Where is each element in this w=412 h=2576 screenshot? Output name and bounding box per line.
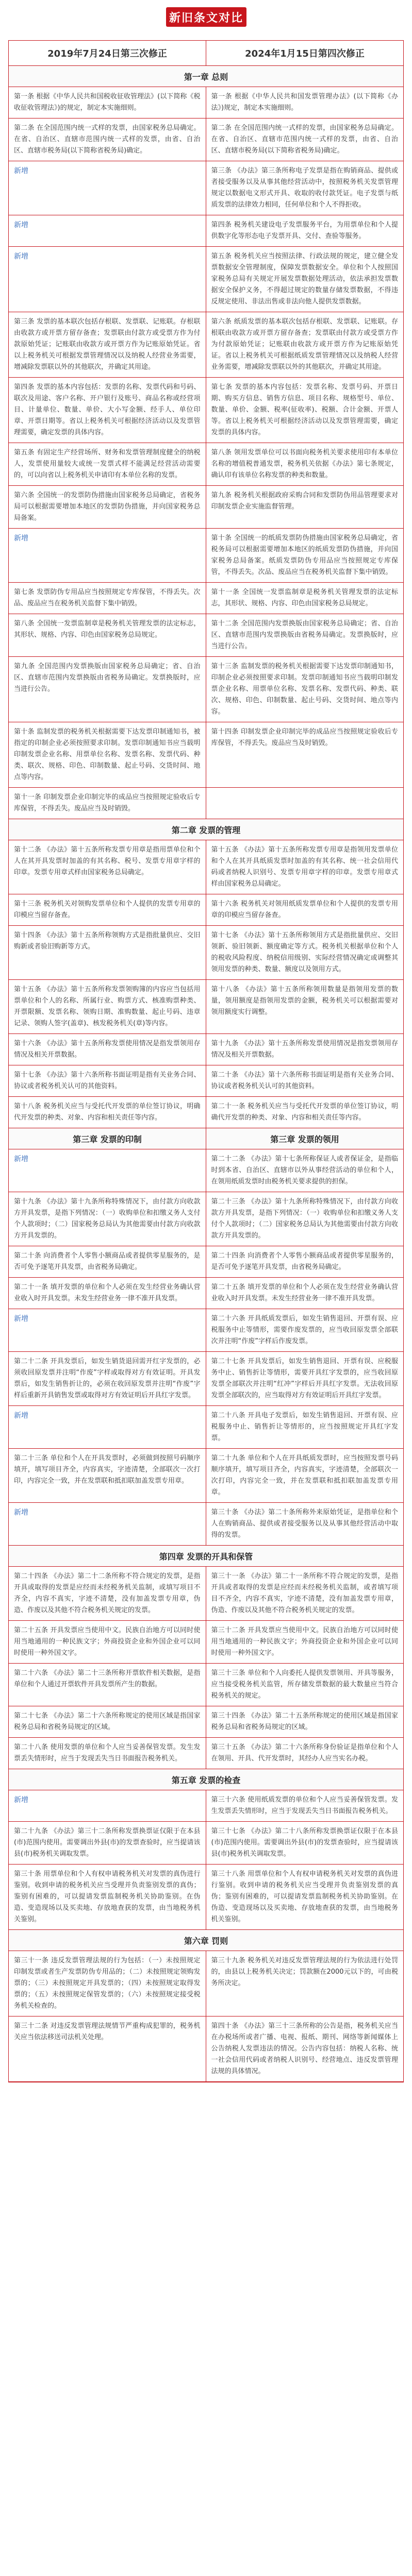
new-provision-cell: 第二十一条 税务机关应当与受托代开发票的单位签订协议，明确代开发票的种类、对象、内容和相关责任等内容。: [211, 1103, 398, 1122]
old-provision-cell: 第二十一条 填开发票的单位和个人必须在发生经营业务确认营业收入时开具发票。未发生经营业务一律不准开具发票。: [9, 1278, 206, 1309]
old-provision-cell: 新增: [9, 215, 206, 246]
column-header-old: 2019年7月24日第三次修正: [9, 41, 206, 65]
column-header-new: 2024年1月15日第四次修正: [245, 48, 365, 59]
old-provision-cell: 第二十七条 《办法》第二十六条所称规定的使用区域是指国家税务总局和省税务局规定的区域。: [9, 1706, 206, 1737]
new-provision-cell: 第三十四条 《办法》第二十五条所称规定的使用区域是指国家税务总局和省税务局规定的区域。: [211, 1712, 398, 1731]
new-provision-cell: [206, 788, 404, 819]
comparison-table: [8, 40, 404, 2082]
table-row: [9, 1790, 403, 1822]
new-provision-cell: 第十八条 《办法》第十五条所称领用数量是指领用发票的数量，领用额度是指领用发票的金额，税务机关可以根据需要对领用额度实行调整。: [211, 986, 398, 1016]
old-provision-cell: 第三十一条 违反发票管理法规的行为包括：（一）未按照规定印制发票或者生产发票防伪专用品的；（二）未按照规定领购发票的；（三）未按照规定开具发票的；（四）未按照规定取得发票的；（五）未按照规定保管发票的；（六）未按照规定接受税务机关检查的。: [9, 1951, 206, 2016]
new-provision-cell: 第三十二条 开具发票应当使用中文。民族自治地方可以同时使用当地通用的一种民族文字；外商投资企业和外国企业可以同时使用一种外国文字。: [211, 1626, 398, 1657]
new-provision-cell: 第二十六条 开具纸质发票后，如发生销售退回、开票有误、应税服务中止等情形，需要作废发票的，应当收回原发票全部联次并注明“作废”字样后作废发票。: [211, 1315, 398, 1345]
table-row: [9, 840, 403, 894]
new-provision-cell: 第四条 税务机关建设电子发票服务平台，为用票单位和个人提供数字化等形态电子发票开具、交付、查验等服务。: [211, 221, 398, 240]
old-provision-cell: 第二十四条 《办法》第二十二条所称不符合规定的发票，是指开具或取得的发票是应经而未经税务机关监制，或填写项目不齐全，内容不真实，字迹不清楚，没有加盖发票专用章，伪造、作废以及其他不符合税务机关规定的发票。: [9, 1567, 206, 1620]
table-row: [9, 161, 403, 215]
new-provision-cell: 第三十八条 用票单位和个人有权申请税务机关对发票的真伪进行鉴别。收到申请的税务机关应当受理并负责鉴别发票的真伪；鉴别有困难的，可以提请发票监制税务机关协助鉴别。在伪造、变造现场以及买卖地、存放地查获的发票，由当地税务机关鉴别。: [211, 1870, 398, 1923]
new-provision-cell: 第三十五条 《办法》第二十六条所称身份验证是指单位和个人在领用、开具、代开发票时，其经办人应当实名办税。: [211, 1743, 398, 1762]
old-provision-cell: 第七条 发票防伪专用品应当按照规定专库保管，不得丢失。次品、废品应当在税务机关监督下集中销毁。: [9, 583, 206, 614]
new-provision-cell: 第十九条 《办法》第十五条所称发票使用情况是指发票领用存情况及相关开票数据。: [211, 1040, 398, 1059]
table-row: [9, 980, 403, 1034]
new-provision-cell: 第六条 纸质发票的基本联次包括存根联、发票联、记账联。存根联由收款方或开票方留存备查；发票联由付款方或受票方作为付款原始凭证；记账联由收款方或开票方作为记账原始凭证。省以上税务机关可根据纸质发票管理情况以及纳税人经营业务需要，增减除发票联以外的其他联次，并确定其用途。: [211, 318, 398, 371]
old-provision-cell: 第十七条 《办法》第十六条所称书面证明是指有关业务合同、协议或者税务机关认可的其他资料。: [9, 1065, 206, 1096]
table-header: [9, 41, 403, 66]
new-provision-cell: 第十七条 《办法》第十五条所称领用方式是指批量供应、交旧领新、验旧领新、额度确定等方式。税务机关根据单位和个人的税收风险程度、纳税信用级别、实际经营情况确定或调整其领用发票的种类、数量、额度以及领用方式。: [211, 931, 398, 973]
new-provision-cell: 第三条 《办法》第三条所称电子发票是指在购销商品、提供或者接受服务以及从事其他经营活动中，按照税务机关发票管理规定以数据电文形式开具、收取的收付款凭证。电子发票与纸质发票的法律效力相同，任何单位和个人不得拒收。: [211, 167, 398, 209]
new-provision-cell: 第十三条 监制发票的税务机关根据需要下达发票印制通知书，印制企业必须按照要求印制。发票印制通知书应当载明印制发票企业名称、用票单位名称、发票名称、发票代码、种类、联次、规格、印色、印制数量、起止号码、交货时间、地点等内容。: [211, 663, 398, 716]
table-row: [9, 657, 403, 722]
table-row: [9, 614, 403, 657]
old-provision-cell: 第三条 发票的基本联次包括存根联、发票联、记账联。存根联由收款方或开票方留存备查；发票联由付款方或受票方作为付款原始凭证；记账联由收款方或开票方作为记账原始凭证。省以上税务机关可根据发票管理情况以及纳税人经营业务需要，增减除发票联以外的其他联次，并确定其用途。: [9, 312, 206, 377]
old-provision-cell: 第三十条 用票单位和个人有权申请税务机关对发票的真伪进行鉴别。收到申请的税务机关应当受理并负责鉴别发票的真伪；鉴别有困难的，可以提请发票监制税务机关协助鉴别。在伪造、变造现场以及买卖地、存放地查获的发票，由当地税务机关鉴别。: [9, 1865, 206, 1929]
table-row: [9, 1278, 403, 1309]
table-row: [9, 118, 403, 161]
old-provision-cell: 第二十五条 开具发票应当使用中文。民族自治地方可以同时使用当地通用的一种民族文字；外商投资企业和外国企业可以同时使用一种外国文字。: [9, 1621, 206, 1663]
new-provision-cell: 第四十条 《办法》第三十三条所称的公告是指，税务机关应当在办税场所或者广播、电视、报纸、期刊、网络等新闻媒体上公告纳税人发票违法的情况。公告内容包括：纳税人名称、统一社会信用代码或者纳税人识别号、经营地点、违反发票管理法规的具体情况。: [211, 2022, 398, 2075]
table-row: [9, 1149, 403, 1192]
old-provision-cell: 第二十六条 《办法》第二十三条所称开票软件相关数据，是指单位和个人通过开票软件开具发票所产生的数据。: [9, 1664, 206, 1706]
new-provision-cell: 第二十二条 《办法》第十七条所称保证人或者保证金，是指临时到本省、自治区、直辖市以外从事经营活动的单位和个人，在领用纸质发票时由税务机关要求提供的担保。: [211, 1155, 398, 1185]
old-provision-cell: 第六条 全国统一的发票防伪措施由国家税务总局确定，省税务局可以根据需要增加本地区的发票防伪措施，并向国家税务总局备案。: [9, 486, 206, 528]
old-provision-cell: 第二十三条 单位和个人在开具发票时，必须做到按照号码顺序填开，填写项目齐全，内容真实，字迹清楚，全部联次一次打印，内容完全一致，并在发票联和抵扣联加盖发票专用章。: [9, 1449, 206, 1502]
old-provision-cell: 第二十九条 《办法》第三十二条所称发票换票证仅限于在本县(市)范围内使用。需要调出外县(市)的发票查验时，应当提请该县(市)税务机关调取发票。: [9, 1822, 206, 1864]
new-provision-cell: 第三十九条 税务机关对违反发票管理法规的行为依法进行处罚的，由县以上税务机关决定；罚款额在2000元以下的，可由税务所决定。: [211, 1957, 398, 1987]
old-provision-cell: 新增: [9, 1406, 206, 1448]
old-provision-cell: 新增: [9, 529, 206, 582]
old-provision-cell: 第八条 全国统一发票监制章是税务机关管理发票的法定标志，其形状、规格、内容、印色由国家税务总局规定。: [9, 614, 206, 656]
new-provision-cell: 第八条 领用发票单位可以书面向税务机关要求使用印有本单位名称的增值税普通发票，税务机关依据《办法》第七条规定，确认印有该单位名称发票的种类和数量。: [211, 449, 398, 479]
old-provision-cell: 第十二条 《办法》第十五条所称发票专用章是指用票单位和个人在其开具发票时加盖的有其名称、税号、发票专用章字样的印章。发票专用章式样由国家税务总局确定。: [9, 840, 206, 894]
old-provision-cell: 新增: [9, 1790, 206, 1821]
table-row: [9, 1065, 403, 1097]
new-provision-cell: 第三十三条 单位和个人向委托人提供发票领用、开具等服务，应当接受税务机关监管，所存储发票数据的最大数量应当符合税务机关的规定。: [211, 1669, 398, 1700]
new-provision-cell: 第二十九条 单位和个人在开具纸质发票时，应当按照发票号码顺序填开，填写项目齐全，内容真实，字迹清楚，全部联次一次打印，内容完全一致，并在发票联和抵扣联加盖发票专用章。: [211, 1454, 398, 1496]
old-provision-cell: 第五条 有固定生产经营场所、财务和发票管理制度健全的纳税人，发票使用量较大或统一发票式样不能满足经营活动需要的，可以向省以上税务机关申请印有本单位名称的发票。: [9, 443, 206, 485]
old-provision-cell: 新增: [9, 1149, 206, 1192]
old-provision-cell: 第一条 根据《中华人民共和国税收征收管理法》(以下简称《税收征收管理法》)的规定，制定本实施细则。: [9, 87, 206, 118]
new-provision-cell: 第三十一条 《办法》第二十一条所称不符合规定的发票，是指开具或者取得的发票是应经而未经税务机关监制，或者填写项目不齐全，内容不真实，字迹不清楚，没有加盖发票专用章，伪造、作废以及其他不符合税务机关规定的发票。: [211, 1572, 398, 1614]
table-row: [9, 894, 403, 926]
new-provision-cell: 第二条 在全国范围内统一式样的发票，由国家税务总局确定。在省、自治区、直辖市范围内统一式样的发票，由省、自治区、直辖市税务局(以下简称省税务局)确定。: [211, 124, 398, 155]
new-provision-cell: 第十五条 《办法》第十五条所称发票专用章是指领用发票单位和个人在其开具纸质发票时加盖的有其名称、统一社会信用代码或者纳税人识别号、发票专用章字样的印章。发票专用章式样由国家税务总局确定。: [211, 846, 398, 888]
table-row: [9, 1246, 403, 1278]
old-provision-cell: 新增: [9, 247, 206, 312]
new-provision-cell: 第二十八条 开具电子发票后，如发生销售退回、开票有误、应税服务中止、销售折让等情形的，应当按照规定开具红字发票。: [211, 1412, 398, 1442]
old-provision-cell: 第九条 全国范围内发票换版由国家税务总局确定；省、自治区、直辖市范围内发票换版由省税务局确定。发票换版时，应当进行公告。: [9, 657, 206, 722]
table-row: [9, 1951, 403, 2016]
section-chapter-4: 第四章 发票的开具和保管: [9, 1546, 403, 1567]
table-row: [9, 926, 403, 980]
new-provision-cell: 第十二条 全国范围内发票换版由国家税务总局确定；省、自治区、直辖市范围内发票换版由省税务局确定。发票换版时，应当进行公告。: [211, 620, 398, 650]
old-provision-cell: 第二十八条 使用发票的单位和个人应当妥善保管发票。发生发票丢失情形时，应当于发现丢失当日书面报告税务机关。: [9, 1738, 206, 1769]
table-row: [9, 1192, 403, 1246]
table-row: [9, 1567, 403, 1621]
old-provision-cell: 第二十条 向消费者个人零售小额商品或者提供零星服务的，是否可免予逐笔开具发票，由省税务局确定。: [9, 1246, 206, 1277]
table-row: [9, 1822, 403, 1865]
table-row: [9, 1449, 403, 1503]
table-row: [9, 1309, 403, 1352]
table-row: [9, 1352, 403, 1406]
table-row: [9, 215, 403, 247]
old-provision-cell: 第十六条 《办法》第十五条所称发票使用情况是指发票领用存情况及相关开票数据。: [9, 1034, 206, 1065]
table-row: [9, 1706, 403, 1738]
table-row: [9, 1097, 403, 1128]
section-chapter-1: 第一章 总则: [9, 66, 403, 87]
new-provision-cell: 第九条 税务机关根据政府采购合同和发票防伪用品管理要求对印制发票企业实施监督管理。: [211, 492, 398, 511]
section-chapter-2: 第二章 发票的管理: [9, 819, 403, 840]
old-provision-cell: 新增: [9, 161, 206, 215]
top-bar: [0, 0, 412, 36]
table-row: [9, 1664, 403, 1706]
table-row: [9, 1865, 403, 1930]
table-row: [9, 1034, 403, 1065]
old-provision-cell: 第十八条 税务机关应当与受托代开发票的单位签订协议，明确代开发票的种类、对象、内容和相关责任等内容。: [9, 1097, 206, 1128]
new-provision-cell: 第十六条 税务机关对领用纸质发票单位和个人提供的发票专用章的印模应当留存备查。: [211, 900, 398, 919]
old-provision-cell: 第十条 监制发票的税务机关根据需要下达发票印制通知书，被指定的印制企业必须按照要求印制。发票印制通知书应当载明印制发票企业名称、用票单位名称、发票名称、发票代码、种类、联次、规格、印色、印制数量、起止号码、交货时间、地点等内容。: [9, 722, 206, 787]
old-provision-cell: 新增: [9, 1503, 206, 1545]
table-row: [9, 529, 403, 583]
section-chapter-6: 第六章 罚则: [9, 1930, 403, 1951]
new-provision-cell: 第三十七条 《办法》第二十八条所称发票换票证仅限于在本县(市)范围内使用。需要调出外县(市)的发票查验时，应当提请该县(市)税务机关调取发票。: [211, 1827, 398, 1858]
table-row: [9, 1406, 403, 1449]
new-provision-cell: 第二十五条 填开发票的单位和个人必须在发生经营业务确认营业收入时开具发票。未发生经营业务一律不准开具发票。: [211, 1283, 398, 1302]
new-provision-cell: 第三十条 《办法》第二十条所称外来原始凭证，是指单位和个人在购销商品、提供或者接受服务以及从事其他经营活动中取得的发票。: [211, 1509, 398, 1539]
old-provision-cell: 第十四条 《办法》第十五条所称领购方式是指批量供应、交旧购新或者验旧购新等方式。: [9, 926, 206, 979]
old-provision-cell: 新增: [9, 1309, 206, 1351]
new-provision-cell: 第二十七条 开具发票后，如发生销售退回、开票有误、应税服务中止、销售折让等情形，需要开具红字发票的，应当收回原发票全部联次并注明“红冲”字样后开具红字发票。无法收回原发票全部联次的，应当取得对方有效证明后开具红字发票。: [211, 1358, 398, 1399]
new-provision-cell: 第七条 发票的基本内容包括：发票名称、发票号码、开票日期、购买方信息、销售方信息、项目名称、规格型号、单位、数量、单价、金额、税率(征收率)、税额、合计金额、开票人等。省以上税务机关可根据经济活动以及发票管理需要，确定发票的具体内容。: [211, 383, 398, 436]
table-row: [9, 247, 403, 312]
old-provision-cell: 第十九条 《办法》第十九条所称特殊情况下，由付款方向收款方开具发票，是指下列情况：（一）收购单位和扣缴义务人支付个人款项时；（二）国家税务总局认为其他需要由付款方向收款方开具发票的。: [9, 1192, 206, 1246]
table-row: [9, 722, 403, 788]
new-provision-cell: 第二十三条 《办法》第十九条所称特殊情况下，由付款方向收款方开具发票，是指下列情况：（一）收购单位和扣缴义务人支付个人款项时；（二）国家税务总局认为其他需要由付款方向收款方开具发票的。: [211, 1198, 398, 1240]
table-row: [9, 788, 403, 819]
table-row: [9, 2016, 403, 2082]
table-row: [9, 1621, 403, 1664]
new-provision-cell: 第一条 根据《中华人民共和国发票管理办法》(以下简称《办法》)规定，制定本实施细则。: [211, 93, 398, 112]
section-chapter-3: [9, 1128, 403, 1149]
old-provision-cell: 第四条 发票的基本内容包括：发票的名称、发票代码和号码、联次及用途、客户名称、开户银行及账号、商品名称或经营项目、计量单位、数量、单价、大小写金额、经手人、单位印章、开票日期等。省以上税务机关可根据经济活动以及发票管理需要，确定发票的具体内容。: [9, 378, 206, 443]
new-provision-cell: 第三十六条 使用纸质发票的单位和个人应当妥善保管发票。发生发票丢失情形时，应当于发现丢失当日书面报告税务机关。: [211, 1796, 398, 1815]
section-chapter-3-old: 第三章 发票的印制: [9, 1128, 206, 1149]
table-row: [9, 87, 403, 118]
section-chapter-5: 第五章 发票的检查: [9, 1769, 403, 1790]
table-row: [9, 486, 403, 529]
new-provision-cell: 第二十条 《办法》第十六条所称书面证明是指有关业务合同、协议或者税务机关认可的其他资料。: [211, 1071, 398, 1090]
table-row: [9, 1503, 403, 1546]
old-provision-cell: 第二十二条 开具发票后，如发生销货退回需开红字发票的，必须收回原发票并注明“作废”字样或取得对方有效证明。开具发票后，如发生销售折让的，必须在收回原发票并注明“作废”字样后重新开具销售发票或取得对方有效证明后开具红字发票。: [9, 1352, 206, 1405]
table-row: [9, 1738, 403, 1769]
old-provision-cell: 第十五条 《办法》第十五条所称发票领购簿的内容应当包括用票单位和个人的名称、所属行业、购票方式、核准购票种类、开票限额、发票名称、领购日期、准购数量、起止号码、违章记录、领购人签字(盖章)、核发税务机关(章)等内容。: [9, 980, 206, 1033]
old-provision-cell: 第二条 在全国范围内统一式样的发票，由国家税务总局确定。在省、自治区、直辖市范围内统一式样的发票，由省、自治区、直辖市税务局(以下简称省税务局)确定。: [9, 118, 206, 161]
table-row: [9, 378, 403, 443]
table-row: [9, 312, 403, 378]
table-row: [9, 583, 403, 614]
new-provision-cell: 第五条 税务机关应当按照法律、行政法规的规定，建立健全发票数据安全管理制度，保障发票数据安全。单位和个人按照国家税务总局有关规定开展发票数据处理活动，依法承担发票数据安全保护义务，不得超过规定的数量存储发票数据，不得违反规定使用、非法出售或非法向他人提供发票数据。: [211, 252, 398, 306]
new-provision-cell: 第十一条 全国统一发票监制章是税务机关管理发票的法定标志，其形状、规格、内容、印色由国家税务总局规定。: [211, 588, 398, 607]
old-provision-cell: 第十三条 税务机关对领购发票单位和个人提供的发票专用章的印模应当留存备查。: [9, 894, 206, 925]
old-provision-cell: 第三十二条 对违反发票管理法规情节严重构成犯罪的，税务机关应当依法移送司法机关处理。: [9, 2016, 206, 2081]
table-row: [9, 443, 403, 486]
new-provision-cell: 第二十四条 向消费者个人零售小额商品或者提供零星服务的，是否可免予逐笔开具发票，由省税务局确定。: [211, 1252, 398, 1271]
section-chapter-3-new: 第三章 发票的领用: [270, 1134, 339, 1144]
new-provision-cell: 第十条 全国统一的纸质发票防伪措施由国家税务总局确定，省税务局可以根据需要增加本地区的纸质发票防伪措施，并向国家税务总局备案。纸质发票防伪专用品应当按照规定专库保管，不得丢失。次品、废品应当在税务机关监督下集中销毁。: [211, 534, 398, 576]
old-provision-cell: 第十一条 印制发票企业印制完毕的成品应当按照规定验收后专库保管，不得丢失。废品应当及时销毁。: [9, 788, 206, 819]
new-provision-cell: 第十四条 印制发票企业印制完毕的成品应当按照规定验收后专库保管，不得丢失。废品应当及时销毁。: [211, 728, 398, 747]
page-title: 新旧条文对比: [166, 7, 246, 27]
